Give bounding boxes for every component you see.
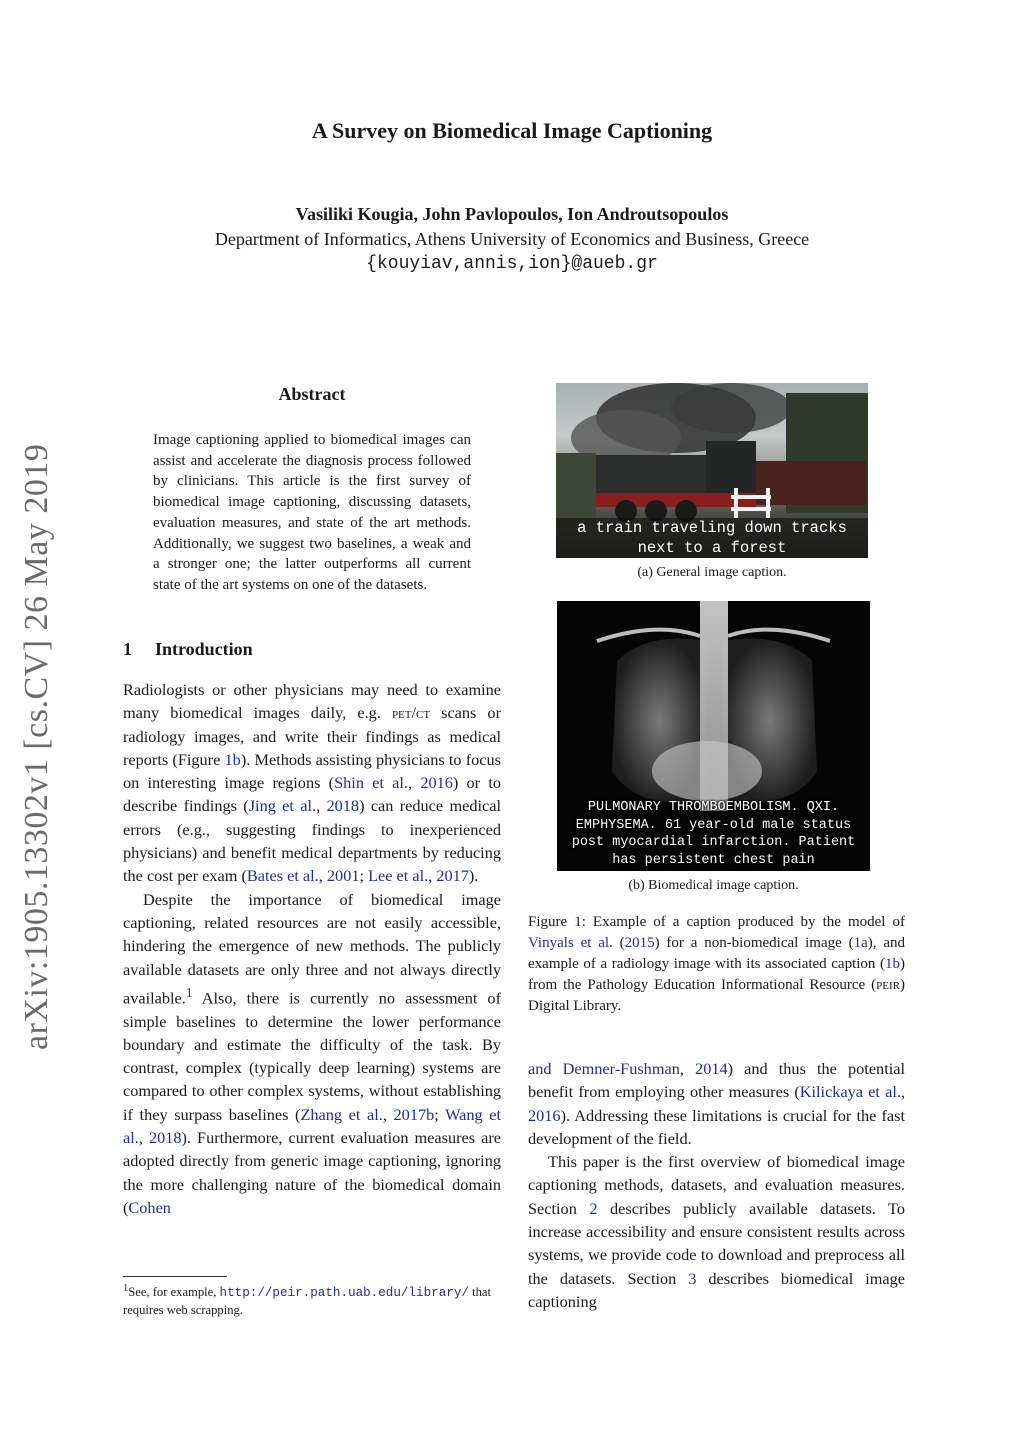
intro-paragraph-2: Despite the importance of biomedical image captioning, related resources are not easily accessible, hindering the emergence of new methods. The publicly available datasets are only three and not always directly available.$^1$ Also, there is currently no assessment of simple baselines to determine the lower performance boundary and estimate the difficulty of the task. By contrast, complex (typically deep learning) systems are compared to other complex systems, without establishing if they surpass baselines (Zhang et al., 2017b; Wang et al., 2018). Furthermore, current evaluation measures are adopted directly from generic image captioning, ignoring the more challenging nature of the biomedical domain (Cohen xyxy=(123,889,502,1217)
citation-link[interactable]: Jing et al. xyxy=(248,796,317,816)
footnote-divider xyxy=(123,1276,227,1277)
peir-acronym: peir xyxy=(876,977,900,993)
intro-paragraph-1: Radiologists or other physicians may need to examine many biomedical images daily, e.g. pet/ct scans or radiology images, and write their findings as medical reports (Figure 1b). Methods assisting physicians to focus on interesting image regions (Shin et al., 2016) or to describe findings (Jing et al., 2018) can reduce medical errors (e.g., suggesting findings to inexperienced physicians) and benefit medical departments by reducing the cost per exam (Bates et al., 2001; Lee et al., 2017). xyxy=(123,680,502,886)
citation-link[interactable]: and Demner-Fushman xyxy=(528,1059,680,1078)
citation-link[interactable]: Kilickaya et al. xyxy=(799,1082,901,1102)
figure-ref-1a[interactable]: 1a xyxy=(853,935,868,951)
figure-ref-1b[interactable]: 1b xyxy=(885,956,900,972)
abstract-body: Image captioning applied to biomedical images can assist and accelerate the diagnosis process followed by clinicians. This article is the first survey of biomedical image captioning, discussing datasets, evaluation measures, and state of the art methods. Additionally, we suggest two baselines, a weak and a stronger one; the latter outperforms all current state of the art systems on one of the datasets. xyxy=(153,432,471,593)
figure-1b-xray-image xyxy=(557,601,870,871)
section-heading-introduction xyxy=(123,639,253,660)
caption-line: EMPHYSEMA. 61 year-old male status xyxy=(575,817,852,833)
section-number: 1 xyxy=(123,639,132,659)
abstract-heading: Abstract xyxy=(278,384,346,404)
citation-year-link[interactable]: 2001 xyxy=(326,866,360,886)
affiliation: Department of Informatics, Athens University of Economics and Business, Greece xyxy=(214,229,810,249)
author-list: Vasiliki Kougia, John Pavlopoulos, Ion Androutsopoulos xyxy=(295,204,729,224)
modality-acronym: pet/ct xyxy=(391,703,431,723)
citation-year-link[interactable]: 2016 xyxy=(528,1105,561,1125)
figure-ref-1b[interactable]: 1b xyxy=(224,749,241,769)
citation-year-link[interactable]: 2017b xyxy=(393,1104,435,1124)
figure-1a-train-image xyxy=(556,383,868,558)
section-ref-3[interactable]: 3 xyxy=(688,1268,697,1288)
citation-link[interactable]: Bates et al. xyxy=(246,866,319,886)
citation-link[interactable]: Cohen xyxy=(128,1197,171,1217)
subcaption-a: (a) General image caption. xyxy=(637,565,787,580)
subcaption-b: (b) Biomedical image caption. xyxy=(628,878,799,893)
caption-line: post myocardial infarction. Patient xyxy=(571,835,856,850)
biomedical-caption-overlay xyxy=(557,799,870,869)
caption-line: has persistent chest pain xyxy=(612,852,815,868)
citation-link[interactable]: Lee et al. xyxy=(368,866,429,886)
footnote-number: 1 xyxy=(123,1283,129,1294)
section-title: Introduction xyxy=(155,639,253,659)
footnote-marker[interactable]: 1 xyxy=(185,984,193,1000)
arxiv-identifier: arXiv:1905.13302v1 [cs.CV] 26 May 2019 xyxy=(18,443,55,1050)
caption-line: PULMONARY THROMBOEMBOLISM. QXI. xyxy=(587,800,840,815)
citation-year-link[interactable]: 2016 xyxy=(420,773,453,793)
right-column-text xyxy=(528,1057,905,1313)
citation-link[interactable]: Vinyals et al. xyxy=(528,935,613,951)
footnote: $^1$See, for example, http://peir.path.uab.edu/library/ that requires web scrapping. xyxy=(123,1283,491,1318)
citation-link[interactable]: Zhang et al. xyxy=(300,1104,383,1124)
right-paragraph-1: and Demner-Fushman, 2014) and thus the potential benefit from employing other measures (Kilickaya et al., 2016). Addressing these limitations is crucial for the fast development of the field. xyxy=(528,1059,906,1148)
citation-link[interactable]: Wang et al. xyxy=(123,1104,502,1148)
caption-line: a train traveling down tracks xyxy=(577,519,847,537)
left-column-text xyxy=(123,678,501,1219)
citation-year-link[interactable]: 2014 xyxy=(695,1059,728,1078)
right-paragraph-2: This paper is the first overview of biomedical image captioning methods, datasets, and evaluation measures. Section 2 describes publicly available datasets. To increase accessibility and ensure consistent results across systems, we provide code to download and preprocess all the datasets. Section 3 describes biomedical image captioning xyxy=(528,1152,906,1311)
citation-link[interactable]: Shin et al. xyxy=(334,773,408,793)
section-ref-2[interactable]: 2 xyxy=(589,1198,598,1218)
author-emails: {kouyiav,annis,ion}@aueb.gr xyxy=(366,254,658,274)
figure-1-caption: Figure 1: Example of a caption produced by the model of Vinyals et al. (2015) for a non-biomedical image (1a), and example of a radiology image with its associated caption (1b) from the Pathology Education Informational Resource (peir) Digital Library. xyxy=(528,914,905,1014)
caption-line: next to a forest xyxy=(637,539,787,557)
citation-year-link[interactable]: 2015 xyxy=(624,935,655,951)
general-caption-overlay xyxy=(556,518,868,558)
paper-title: A Survey on Biomedical Image Captioning xyxy=(311,118,713,143)
citation-year-link[interactable]: 2018 xyxy=(148,1128,182,1148)
footnote-url-link[interactable]: http://peir.path.uab.edu/library/ xyxy=(219,1286,469,1301)
citation-year-link[interactable]: 2017 xyxy=(436,866,469,886)
citation-year-link[interactable]: 2018 xyxy=(326,796,360,816)
